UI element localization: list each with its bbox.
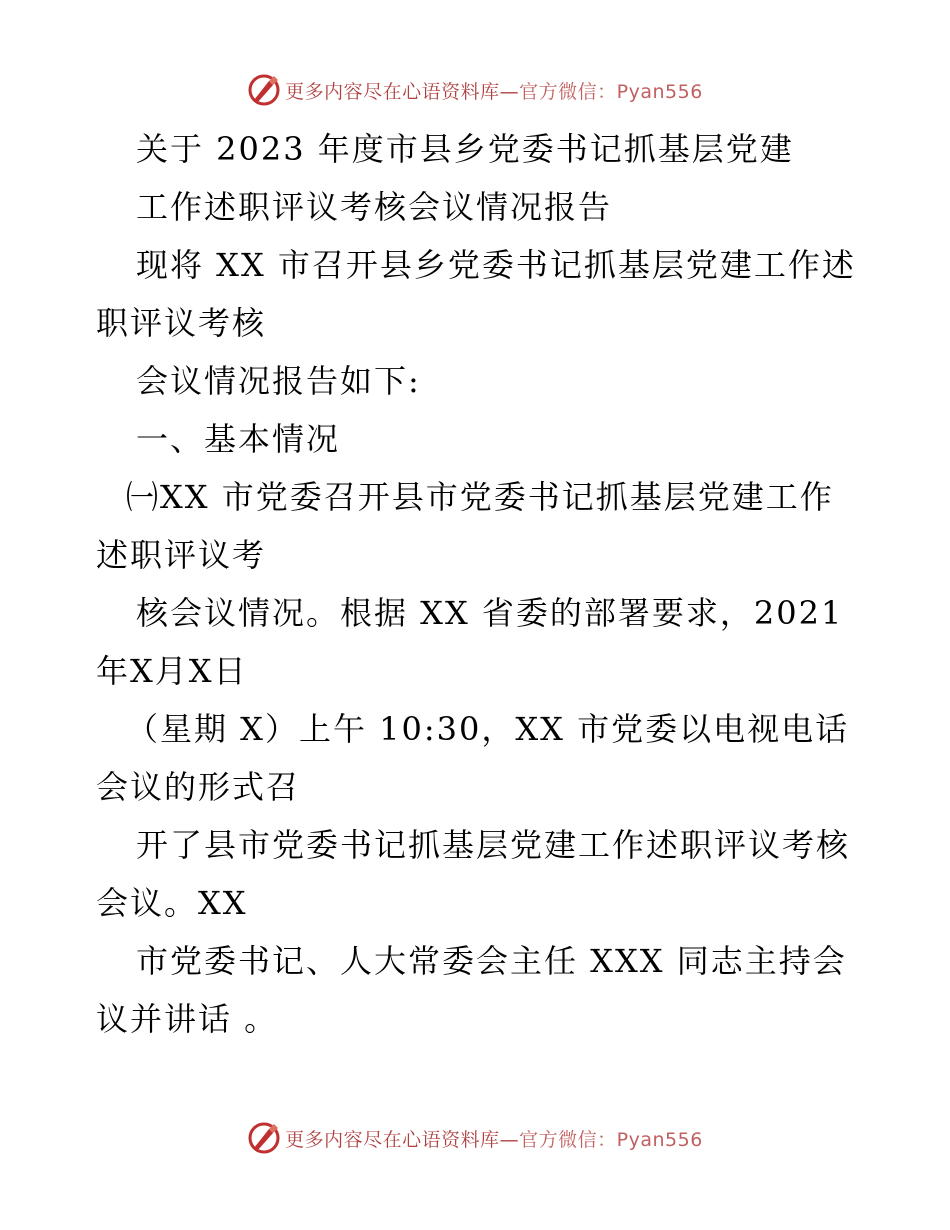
paragraph-line: 述职评议考 — [96, 536, 267, 574]
paragraph-line: 年X月X日 — [96, 652, 248, 690]
doc-title-line-2: 工作述职评议考核会议情况报告 — [136, 188, 613, 226]
paragraph-line: 会议。XX — [96, 884, 248, 922]
paragraph-line: ㈠XX 市党委召开县市党委书记抓基层党建工作 — [126, 478, 834, 516]
paragraph-line: 市党委书记、人大常委会主任 XXX 同志主持会 — [136, 942, 847, 980]
paragraph-line: （星期 X）上午 10:30，XX 市党委以电视电话 — [126, 710, 850, 748]
paragraph-line: 会议情况报告如下: — [136, 362, 421, 400]
quill-logo-icon — [247, 1121, 281, 1155]
quill-logo-icon — [247, 73, 281, 107]
paragraph-line: 会议的形式召 — [96, 768, 301, 806]
doc-title-line-1: 关于 2023 年度市县乡党委书记抓基层党建 — [136, 130, 794, 168]
footer-banner — [0, 1118, 950, 1158]
document-body — [96, 120, 856, 1048]
paragraph-line: 核会议情况。根据 XX 省委的部署要求，2021 — [136, 594, 844, 632]
paragraph-line: 职评议考核 — [96, 304, 267, 342]
header-banner — [0, 70, 950, 110]
paragraph-line: 开了县市党委书记抓基层党建工作述职评议考核 — [136, 826, 851, 864]
paragraph-line: 议并讲话 。 — [96, 1000, 279, 1038]
banner-text: 更多内容尽在心语资料库—官方微信：Pyan556 — [285, 1128, 703, 1151]
paragraph-line: 现将 XX 市召开县乡党委书记抓基层党建工作述 — [136, 246, 856, 284]
section-heading: 一、基本情况 — [136, 420, 341, 458]
banner-text: 更多内容尽在心语资料库—官方微信：Pyan556 — [285, 80, 703, 103]
